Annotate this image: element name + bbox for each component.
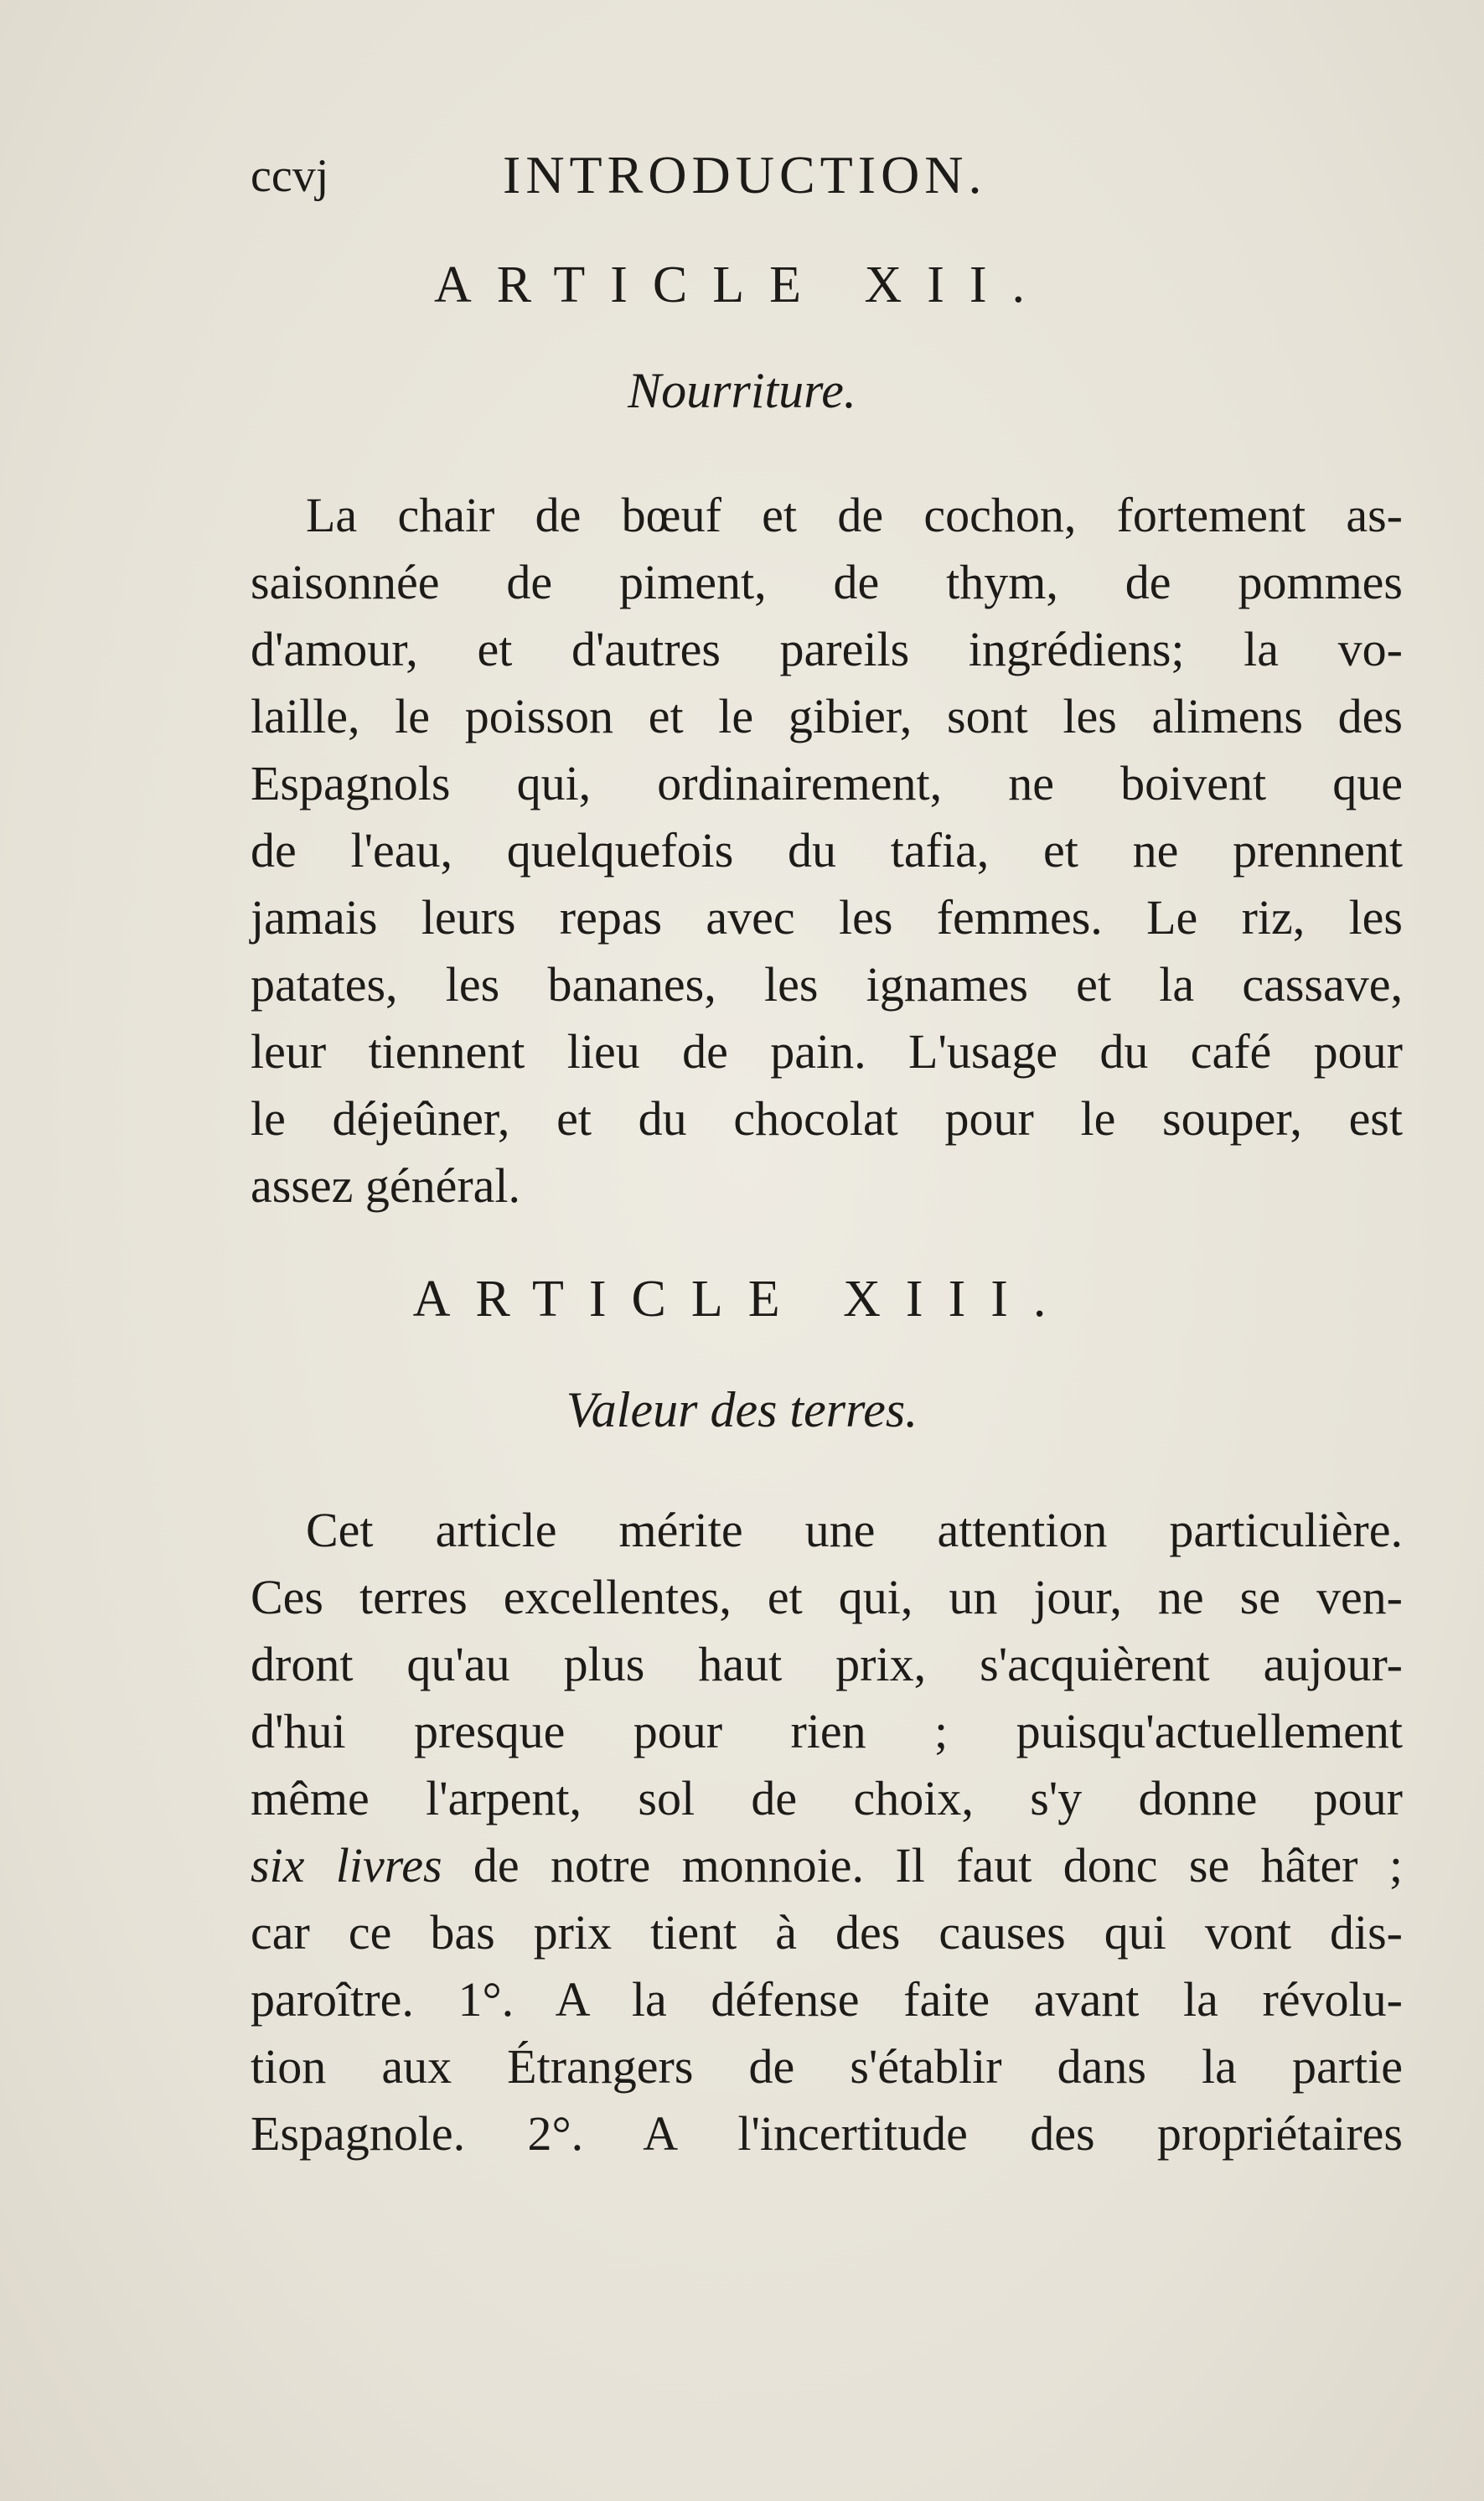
paragraph [251, 482, 1403, 1219]
text-line: leur tiennent lieu de pain. L'usage du café pour [251, 1024, 1403, 1079]
text-line [251, 1832, 1403, 1899]
text-line: jamais leurs repas avec les femmes. Le riz, les [251, 890, 1403, 945]
text-line: La chair de bœuf et de cochon, fortement as- [306, 488, 1403, 542]
text-line: le déjeûner, et du chocolat pour le souper, est [251, 1091, 1403, 1146]
italic-phrase: six livres [251, 1838, 442, 1893]
text-line: paroître. 1°. A la défense faite avant la révolu- [251, 1972, 1403, 2027]
text-line: tion aux Étrangers de s'établir dans la partie [251, 2039, 1403, 2094]
text-line: d'amour, et d'autres pareils ingrédiens; la vo- [251, 622, 1403, 676]
text-line: Ces terres excellentes, et qui, un jour, ne se ven- [251, 1570, 1403, 1624]
article-subheading: Valeur des terres. [566, 1382, 918, 1437]
text-span: de notre monnoie. Il faut donc se hâter ; [442, 1838, 1403, 1893]
text-line: laille, le poisson et le gibier, sont les alimens des [251, 689, 1403, 743]
text-line: Cet article mérite une attention particulière. [306, 1503, 1403, 1557]
text-line: Espagnole. 2°. A l'incertitude des propriétaires [251, 2106, 1403, 2161]
paragraph [251, 1497, 1403, 2167]
text-line: saisonnée de piment, de thym, de pommes [251, 555, 1403, 609]
article-heading: ARTICLE XIII. [412, 1271, 1072, 1328]
text-line: d'hui presque pour rien ; puisqu'actuellement [251, 1704, 1403, 1758]
article-subheading: Nourriture. [628, 363, 856, 418]
text-line: Espagnols qui, ordinairement, ne boivent que [251, 756, 1403, 810]
page-number: ccvj [251, 150, 329, 202]
text-line: car ce bas prix tient à des causes qui vont dis- [251, 1905, 1403, 1960]
text-line: assez général. [251, 1158, 521, 1213]
article-heading: ARTICLE XII. [433, 256, 1051, 313]
running-title: INTRODUCTION. [503, 145, 987, 205]
text-line: même l'arpent, sol de choix, s'y donne pour [251, 1771, 1403, 1825]
text-line: dront qu'au plus haut prix, s'acquièrent aujour- [251, 1637, 1403, 1691]
text-line: patates, les bananes, les ignames et la cassave, [251, 957, 1403, 1012]
text-line: de l'eau, quelquefois du tafia, et ne prennent [251, 823, 1403, 878]
